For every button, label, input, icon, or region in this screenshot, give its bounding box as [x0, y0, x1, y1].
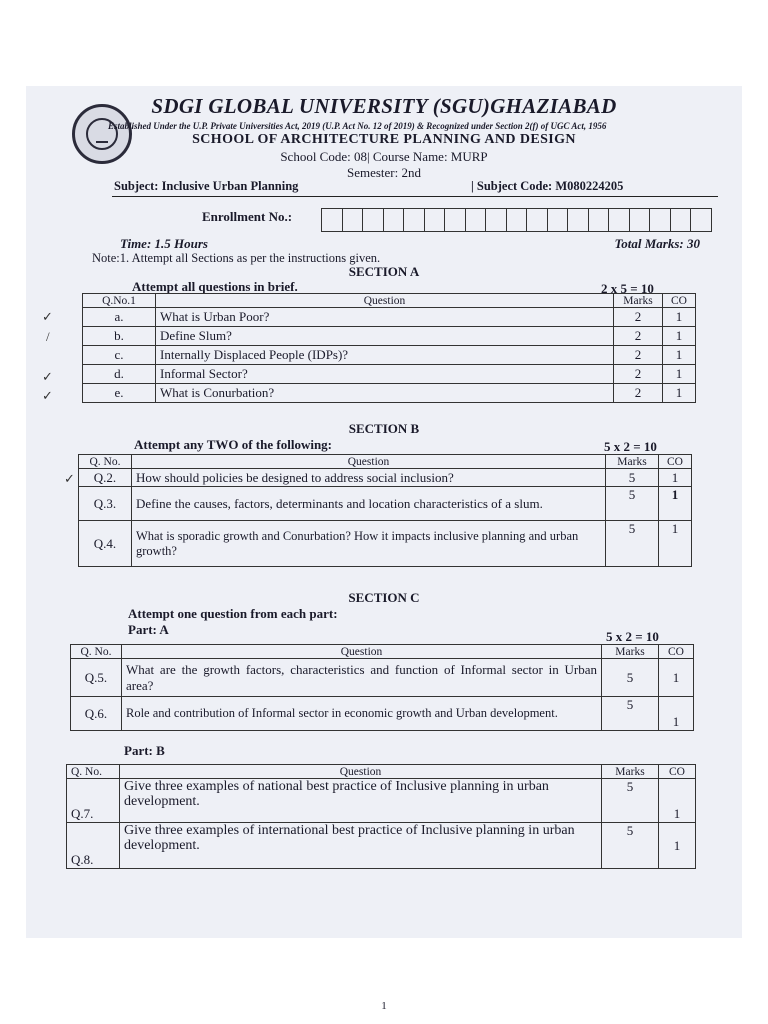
- question-co: 1: [659, 779, 696, 823]
- school-name: SCHOOL OF ARCHITECTURE PLANNING AND DESIGN: [192, 132, 576, 147]
- table-row: [83, 308, 696, 327]
- part-a-table: [70, 644, 694, 731]
- col-co: CO: [659, 455, 692, 469]
- table-row: [83, 346, 696, 365]
- question-number: a.: [83, 308, 156, 327]
- section-b-title: SECTION B: [348, 421, 420, 436]
- enrollment-boxes[interactable]: [321, 208, 712, 232]
- section-a-marks-formula: 2 x 5 = 10: [601, 281, 654, 296]
- question-text: What is sporadic growth and Conurbation? How it impacts inclusive planning and urban growth?: [132, 521, 606, 567]
- semester: Semester: 2nd: [346, 165, 421, 180]
- question-text: Give three examples of international best practice of Inclusive planning in urban development.: [120, 823, 602, 869]
- course-line: School Code: 08| Course Name: MURP: [280, 149, 488, 164]
- question-text: How should policies be designed to address social inclusion?: [132, 469, 606, 487]
- section-b-marks-formula: 5 x 2 = 10: [604, 439, 657, 454]
- col-co: CO: [659, 645, 694, 659]
- tick-mark-icon: ✓: [42, 369, 53, 384]
- subject-code: | Subject Code: M080224205: [471, 179, 624, 193]
- section-a-table: [82, 293, 696, 403]
- question-co: 1: [663, 365, 696, 384]
- question-marks: 5: [602, 659, 659, 697]
- question-text: Role and contribution of Informal sector in economic growth and Urban development.: [122, 697, 602, 731]
- question-text: What is Urban Poor?: [156, 308, 614, 327]
- col-marks: Marks: [606, 455, 659, 469]
- col-co: CO: [659, 765, 696, 779]
- question-number: d.: [83, 365, 156, 384]
- university-name: SDGI GLOBAL UNIVERSITY (SGU)GHAZIABAD: [151, 94, 617, 118]
- question-number: c.: [83, 346, 156, 365]
- section-b-instruction: Attempt any TWO of the following:: [134, 437, 333, 452]
- table-row: [67, 823, 696, 869]
- section-a-instruction: Attempt all questions in brief.: [132, 279, 298, 294]
- tick-mark-icon: /: [46, 329, 50, 344]
- question-co: 1: [663, 308, 696, 327]
- question-marks: 5: [606, 521, 659, 567]
- question-marks: 2: [614, 365, 663, 384]
- col-question: Question: [156, 294, 614, 308]
- question-marks: 5: [602, 697, 659, 731]
- exam-note: Note:1. Attempt all Sections as per the instructions given.: [92, 251, 381, 265]
- col-marks: Marks: [602, 645, 659, 659]
- table-row: [71, 697, 694, 731]
- section-a-title: SECTION A: [348, 264, 420, 279]
- part-a-marks-formula: 5 x 2 = 10: [606, 629, 659, 644]
- col-qno: Q. No.: [67, 765, 120, 779]
- section-b-table: [78, 454, 692, 567]
- section-c-title: SECTION C: [348, 590, 420, 605]
- tick-mark-icon: ✓: [42, 309, 53, 324]
- header-divider: [112, 196, 718, 197]
- question-co: 1: [659, 659, 694, 697]
- question-marks: 5: [602, 779, 659, 823]
- question-marks: 2: [614, 384, 663, 403]
- question-text: Define the causes, factors, determinants and location characteristics of a slum.: [132, 487, 606, 521]
- exam-time: Time: 1.5 Hours: [120, 236, 208, 251]
- question-marks: 5: [606, 469, 659, 487]
- question-number: Q.8.: [67, 823, 120, 869]
- total-marks: Total Marks: 30: [614, 236, 700, 251]
- question-text: Informal Sector?: [156, 365, 614, 384]
- question-number: Q.4.: [79, 521, 132, 567]
- page-number: 1: [381, 1000, 387, 1012]
- question-number: Q.6.: [71, 697, 122, 731]
- establishment-note: Established Under the U.P. Private Universities Act, 2019 (U.P. Act No. 12 of 2019) & Recognized under Section 2(f) of UGC Act, 1956: [108, 121, 607, 131]
- question-text: What are the growth factors, characteristics and function of Informal sector in Urban area?: [122, 659, 602, 697]
- question-text: Internally Displaced People (IDPs)?: [156, 346, 614, 365]
- question-co: 1: [659, 521, 692, 567]
- table-row: [79, 469, 692, 487]
- question-number: Q.5.: [71, 659, 122, 697]
- col-marks: Marks: [614, 294, 663, 308]
- table-row: [79, 521, 692, 567]
- question-marks: 2: [614, 346, 663, 365]
- table-row: [83, 327, 696, 346]
- col-question: Question: [120, 765, 602, 779]
- question-co: 1: [663, 327, 696, 346]
- subject: Subject: Inclusive Urban Planning: [114, 179, 299, 193]
- col-question: Question: [122, 645, 602, 659]
- question-number: Q.7.: [67, 779, 120, 823]
- question-co: 1: [659, 697, 694, 731]
- col-qno: Q.No.1: [83, 294, 156, 308]
- question-marks: 5: [602, 823, 659, 869]
- table-row: [83, 365, 696, 384]
- part-a-label: Part: A: [128, 622, 169, 637]
- question-marks: 2: [614, 327, 663, 346]
- question-number: e.: [83, 384, 156, 403]
- part-b-table: [66, 764, 696, 869]
- col-marks: Marks: [602, 765, 659, 779]
- enrollment-label: Enrollment No.:: [202, 209, 293, 224]
- question-marks: 2: [614, 308, 663, 327]
- question-co: 1: [663, 346, 696, 365]
- question-number: b.: [83, 327, 156, 346]
- exam-paper: [26, 86, 742, 938]
- table-row: [79, 487, 692, 521]
- section-c-instruction: Attempt one question from each part:: [128, 606, 338, 621]
- question-text: Define Slum?: [156, 327, 614, 346]
- table-row: [67, 779, 696, 823]
- col-qno: Q. No.: [71, 645, 122, 659]
- question-co: 1: [659, 487, 692, 521]
- question-co: 1: [663, 384, 696, 403]
- part-b-label: Part: B: [124, 743, 165, 758]
- question-text: Give three examples of national best practice of Inclusive planning in urban development.: [120, 779, 602, 823]
- tick-mark-icon: ✓: [64, 471, 75, 486]
- question-co: 1: [659, 823, 696, 869]
- question-text: What is Conurbation?: [156, 384, 614, 403]
- question-number: Q.3.: [79, 487, 132, 521]
- question-marks: 5: [606, 487, 659, 521]
- col-question: Question: [132, 455, 606, 469]
- col-qno: Q. No.: [79, 455, 132, 469]
- question-number: Q.2.: [79, 469, 132, 487]
- question-co: 1: [659, 469, 692, 487]
- table-row: [71, 659, 694, 697]
- table-row: [83, 384, 696, 403]
- col-co: CO: [663, 294, 696, 308]
- tick-mark-icon: ✓: [42, 388, 53, 403]
